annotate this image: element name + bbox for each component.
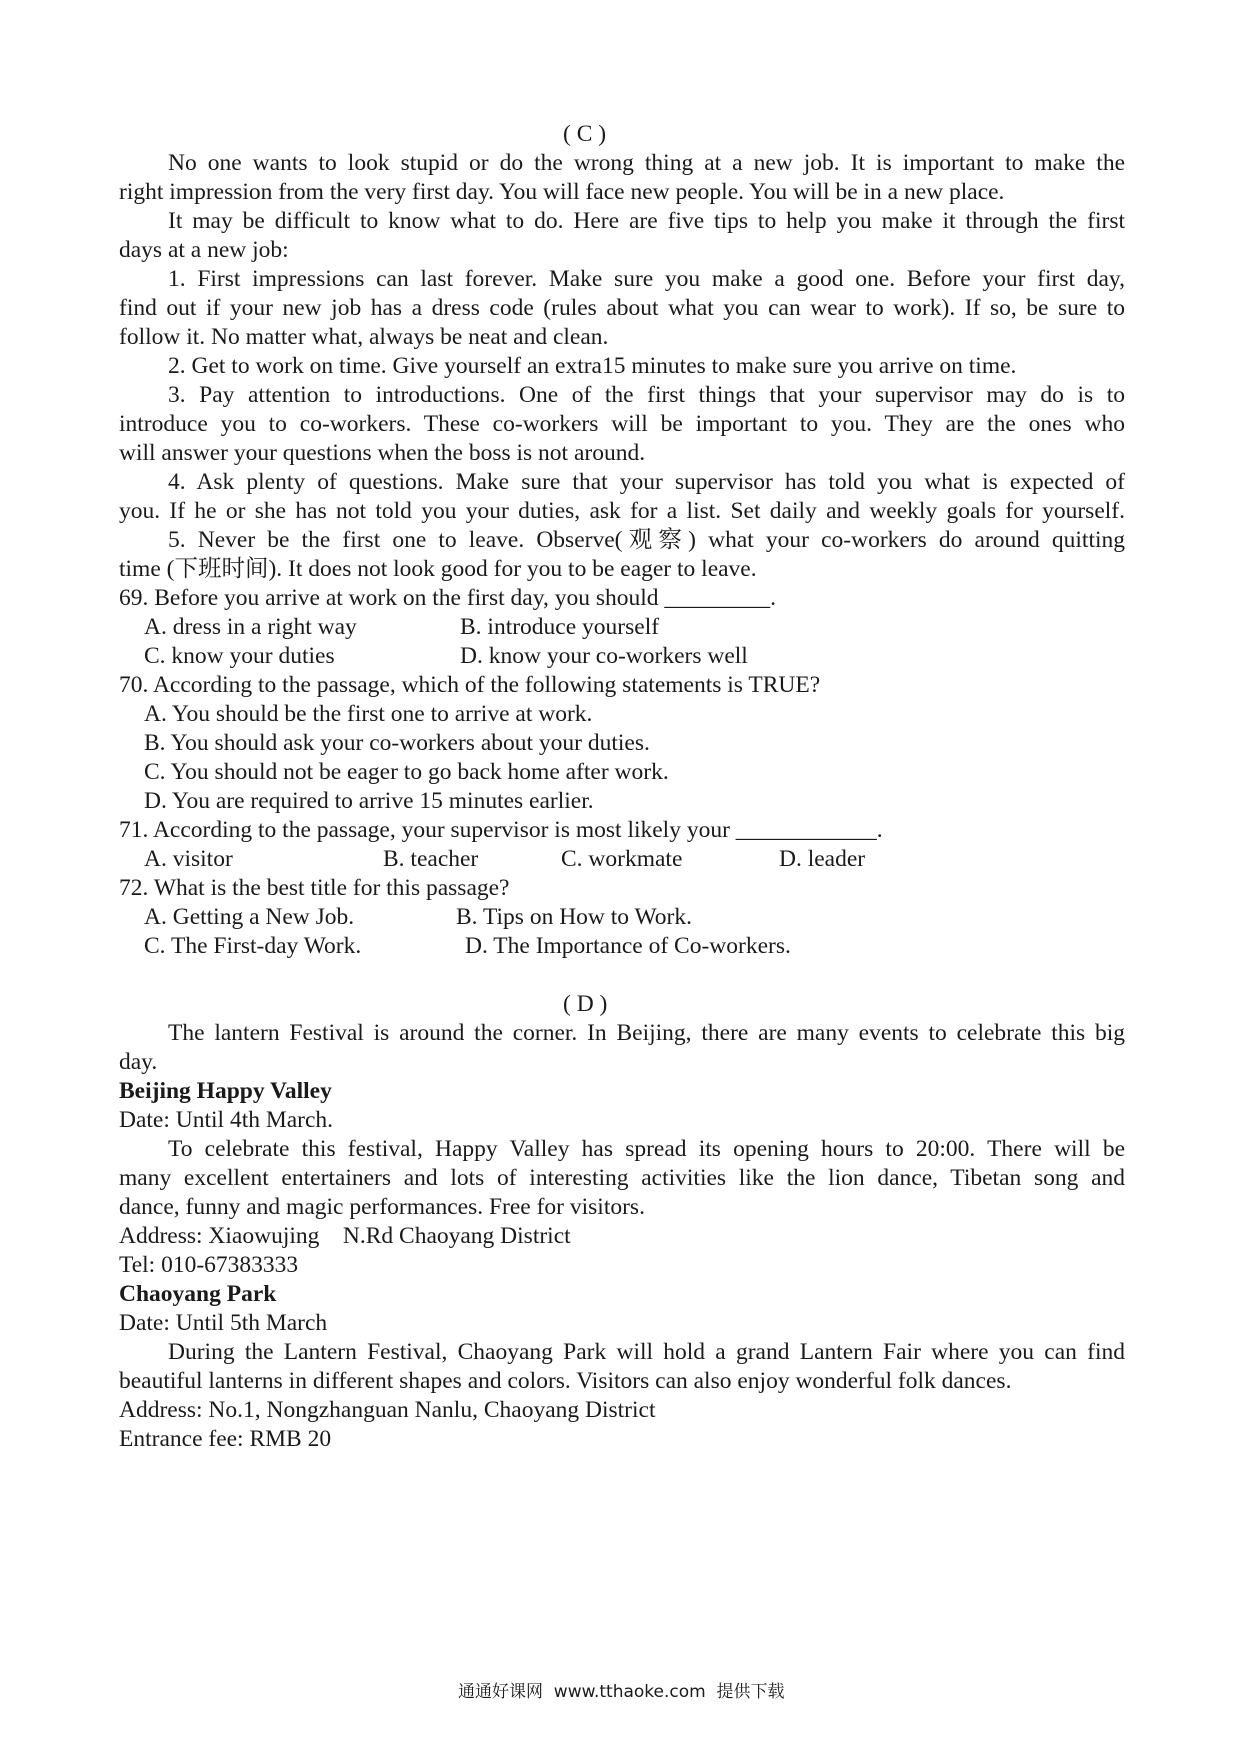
venue-2-description: beautiful lanterns in different shapes and colors. Visitors can also enjoy wonderful folk dances. — [119, 1368, 1012, 1394]
passage-c-paragraph-1: right impression from the very first day. You will face new people. You will be in a new place. — [119, 179, 1005, 205]
question-72-option-b: B. Tips on How to Work. — [456, 904, 692, 930]
question-71-option-c: C. workmate — [561, 846, 683, 872]
venue-2-date: Date: Until 5th March — [119, 1310, 328, 1336]
tip-4: 4. Ask plenty of questions. Make sure that your supervisor has told you what is expected of — [168, 469, 1125, 495]
section-c-heading: ( C ) — [563, 121, 607, 147]
question-71-option-b: B. teacher — [383, 846, 479, 872]
question-69-option-a: A. dress in a right way — [144, 614, 357, 640]
question-70-option-b: B. You should ask your co-workers about your duties. — [144, 730, 650, 756]
question-70-option-a: A. You should be the first one to arrive at work. — [144, 701, 593, 727]
question-72-stem: 72. What is the best title for this passage? — [119, 875, 510, 901]
question-72-option-c: C. The First-day Work. — [144, 933, 362, 959]
question-70-option-d: D. You are required to arrive 15 minutes earlier. — [144, 788, 594, 814]
venue-2-address: Address: No.1, Nongzhanguan Nanlu, Chaoyang District — [119, 1397, 656, 1423]
venue-1-description: dance, funny and magic performances. Free for visitors. — [119, 1194, 645, 1220]
tip-2: 2. Get to work on time. Give yourself an extra15 minutes to make sure you arrive on time. — [168, 353, 1017, 379]
venue-2-entrance-fee: Entrance fee: RMB 20 — [119, 1426, 332, 1452]
section-d-heading: ( D ) — [563, 991, 608, 1017]
question-72-option-d: D. The Importance of Co-workers. — [465, 933, 791, 959]
tip-5: 5. Never be the first one to leave. Observe(观察) what your co-workers do around quitting — [168, 527, 1125, 553]
passage-c-paragraph-2: days at a new job: — [119, 237, 289, 263]
passage-d-intro: The lantern Festival is around the corner. In Beijing, there are many events to celebrate this big — [168, 1020, 1125, 1046]
venue-1-description: many excellent entertainers and lots of interesting activities like the lion dance, Tibetan song and — [119, 1165, 1125, 1191]
passage-d-intro: day. — [119, 1049, 158, 1075]
passage-c-paragraph-1: No one wants to look stupid or do the wrong thing at a new job. It is important to make the — [168, 150, 1125, 176]
question-69-option-b: B. introduce yourself — [460, 614, 660, 640]
question-72-option-a: A. Getting a New Job. — [144, 904, 355, 930]
question-70-stem: 70. According to the passage, which of the following statements is TRUE? — [119, 672, 821, 698]
passage-c-paragraph-2: It may be difficult to know what to do. Here are five tips to help you make it through the first — [168, 208, 1125, 234]
tip-3: introduce you to co-workers. These co-workers will be important to you. They are the ones who — [119, 411, 1125, 437]
tip-3: will answer your questions when the boss is not around. — [119, 440, 646, 466]
question-71-stem: 71. According to the passage, your supervisor is most likely your ____________. — [119, 817, 883, 843]
question-69-stem: 69. Before you arrive at work on the first day, you should _________. — [119, 585, 777, 611]
tip-3: 3. Pay attention to introductions. One of the first things that your supervisor may do is to — [168, 382, 1125, 408]
tip-4: you. If he or she has not told you your duties, ask for a list. Set daily and weekly goals for yourself. — [119, 498, 1125, 524]
tip-1: find out if your new job has a dress code (rules about what you can wear to work). If so, be sure to — [119, 295, 1125, 321]
tip-1: 1. First impressions can last forever. Make sure you make a good one. Before your first day, — [168, 266, 1125, 292]
venue-1-date: Date: Until 4th March. — [119, 1107, 334, 1133]
venue-2-description: During the Lantern Festival, Chaoyang Park will hold a grand Lantern Fair where you can find — [168, 1339, 1125, 1365]
tip-5: time (下班时间). It does not look good for you to be eager to leave. — [119, 556, 757, 582]
footer-watermark: 通通好课网 www.tthaoke.com 提供下载 — [458, 1682, 785, 1702]
question-71-option-d: D. leader — [779, 846, 866, 872]
venue-1-name: Beijing Happy Valley — [119, 1078, 332, 1104]
question-69-option-d: D. know your co-workers well — [460, 643, 748, 669]
venue-1-address: Address: Xiaowujing N.Rd Chaoyang District — [119, 1223, 571, 1249]
venue-1-tel: Tel: 010-67383333 — [119, 1252, 299, 1278]
question-69-option-c: C. know your duties — [144, 643, 335, 669]
venue-2-name: Chaoyang Park — [119, 1281, 277, 1307]
question-70-option-c: C. You should not be eager to go back home after work. — [144, 759, 669, 785]
tip-1: follow it. No matter what, always be neat and clean. — [119, 324, 609, 350]
venue-1-description: To celebrate this festival, Happy Valley has spread its opening hours to 20:00. There will be — [168, 1136, 1125, 1162]
question-71-option-a: A. visitor — [144, 846, 233, 872]
